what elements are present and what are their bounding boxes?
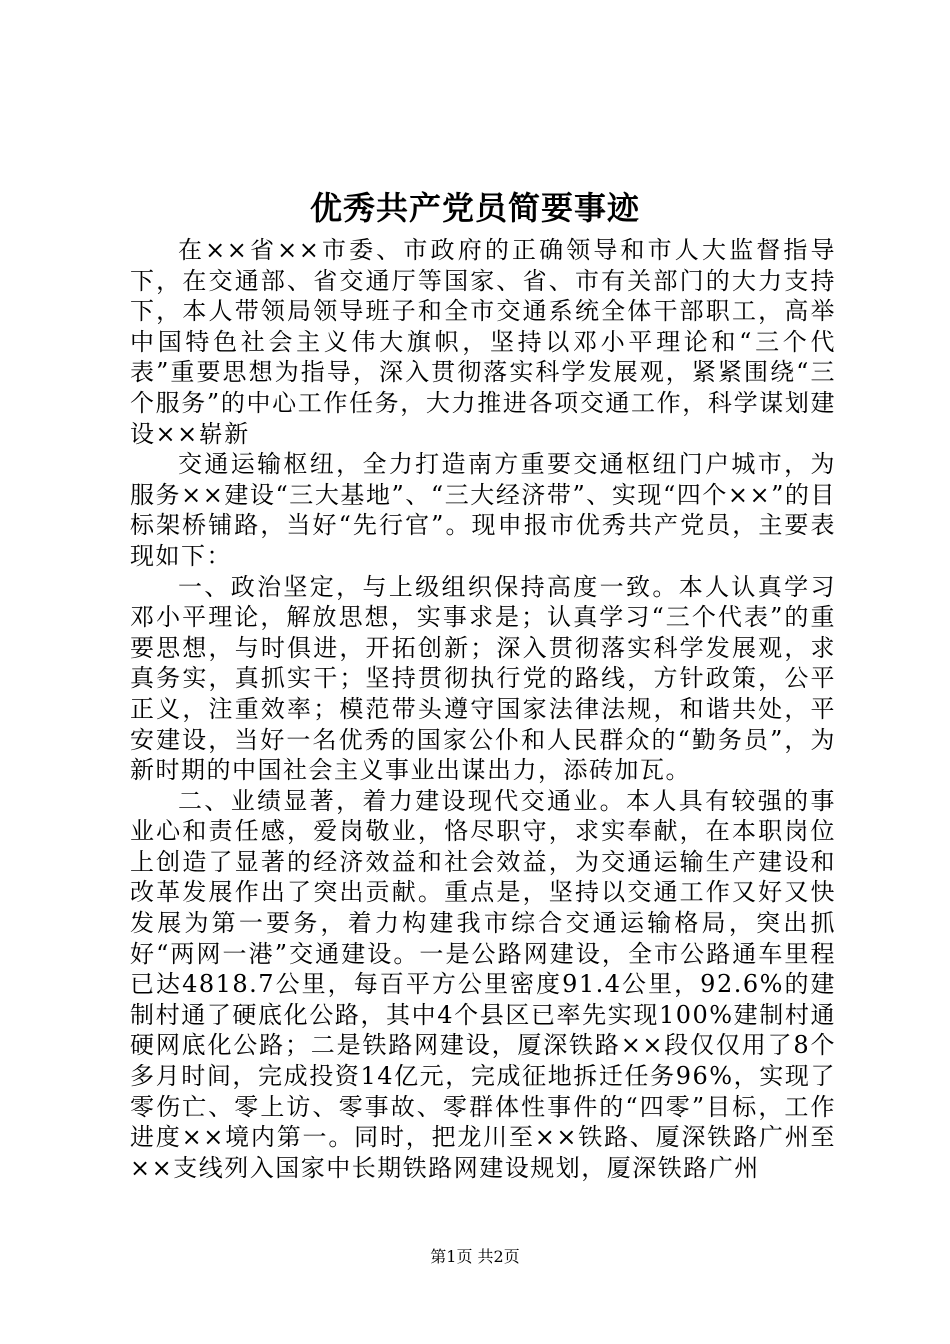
document-title: 优秀共产党员简要事迹 [309, 189, 640, 227]
page-footer: 第1页 共2页 [430, 1247, 520, 1266]
paragraph-political: 一、政治坚定，与上级组织保持高度一致。本人认真学习邓小平理论，解放思想，实事求是；认真学习“三个代表”的重要思想，与时俱进，开拓创新；深入贯彻落实科学发展观，求真务实，真抓实干；坚持贯彻执行党的路线，方针政策，公平正义，注重效率；模范带头遵守国家法律法规，和谐共处，平安建设，当好一名优秀的国家公仆和人民群众的“勤务员”，为新时期的中国社会主义事业出谋出力，添砖加瓦。 [130, 572, 836, 785]
paragraph-intro: 在××省××市委、市政府的正确领导和市人大监督指导下，在交通部、省交通厅等国家、省、市有关部门的大力支持下，本人带领局领导班子和全市交通系统全体干部职工，高举中国特色社会主义伟大旗帜，坚持以邓小平理论和“三个代表”重要思想为指导，深入贯彻落实科学发展观，紧紧围绕“三个服务”的中心工作任务，大力推进各项交通工作，科学谋划建设××崭新 [130, 236, 836, 448]
paragraph-intro-continued: 交通运输枢纽，全力打造南方重要交通枢纽门户城市，为服务××建设“三大基地”、“三大经济带”、实现“四个××”的目标架桥铺路，当好“先行官”。现申报市优秀共产党员，主要表现如下： [130, 450, 836, 570]
paragraph-achievements: 二、业绩显著，着力建设现代交通业。本人具有较强的事业心和责任感，爱岗敬业，恪尽职守，求实奉献，在本职岗位上创造了显著的经济效益和社会效益，为交通运输生产建设和改革发展作出了突出贡献。重点是，坚持以交通工作又好又快发展为第一要务，着力构建我市综合交通运输格局，突出抓好“两网一港”交通建设。一是公路网建设，全市公路通车里程已达4818.7公里，每百平方公里密度91.4公里，92.6%的建制村通了硬底化公路，其中4个县区已率先实现100%建制村通硬网底化公路；二是铁路网建设，厦深铁路××段仅仅用了8个多月时间，完成投资14亿元，完成征地拆迁任务96%，实现了零伤亡、零上访、零事故、零群体性事件的“四零”目标，工作进度××境内第一。同时，把龙川至××铁路、厦深铁路广州至××支线列入国家中长期铁路网建设规划，厦深铁路广州 [130, 786, 836, 1182]
document-body [130, 235, 836, 1183]
